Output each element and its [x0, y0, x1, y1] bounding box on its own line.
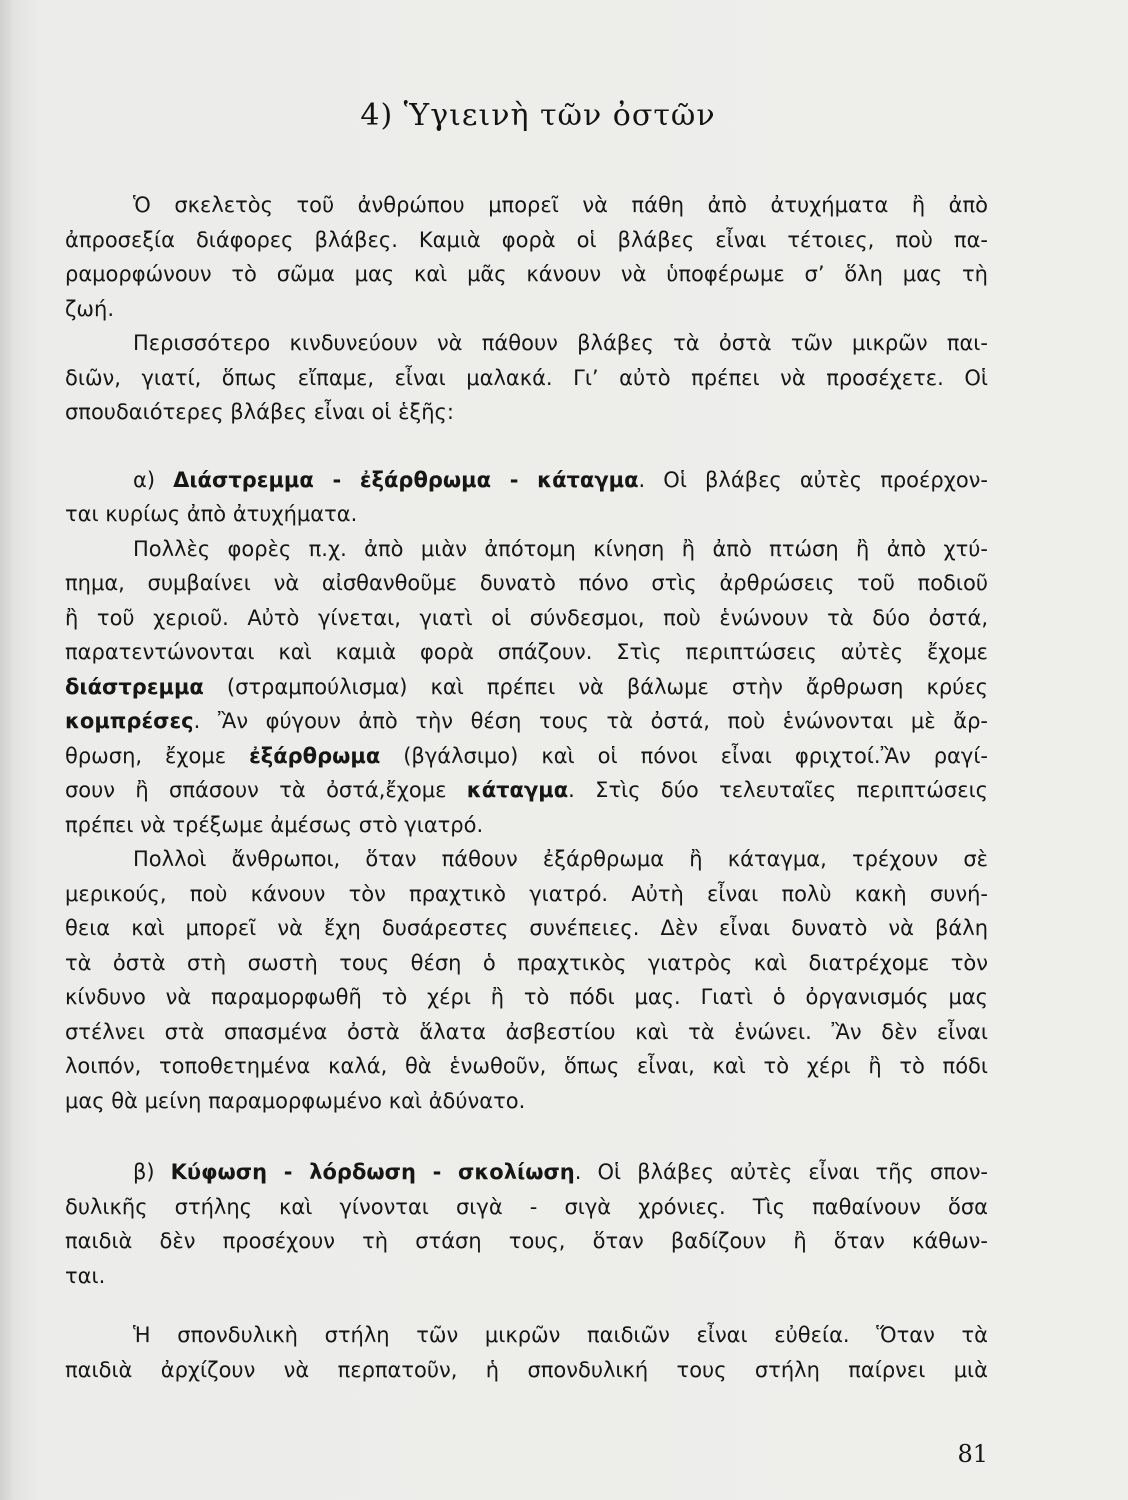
text-line — [65, 670, 988, 705]
bold-term: ἐξάρθρωμα — [249, 743, 381, 768]
body-text — [65, 188, 988, 1387]
text-line: Ὁ σκελετὸς τοῦ ἀνθρώπου μπορεῖ νὰ πάθη ἀπὸ ἀτυχήματα ἢ ἀπὸ — [133, 193, 988, 217]
text-line: Περισσότερο κινδυνεύουν νὰ πάθουν βλάβες τὰ ὀστὰ τῶν μικρῶν παι- — [133, 331, 988, 355]
text-line: ται κυρίως ἀπὸ ἀτυχήματα. — [65, 502, 358, 526]
bold-term: Διάστρεμμα - ἐξάρθρωμα - κάταγμα — [173, 467, 639, 492]
paragraph — [65, 188, 988, 326]
text-line: ζωή. — [65, 296, 114, 321]
text-line: παιδιὰ δὲν προσέχουν τὴ στάση τους, ὅταν βαδίζουν ἢ ὅταν κάθων- — [65, 1229, 988, 1253]
paragraph — [65, 532, 988, 843]
text-line: τὰ ὀστὰ στὴ σωστὴ τους θέση ὁ πραχτικὸς γιατρὸς καὶ διατρέχομε τὸν — [65, 950, 988, 975]
text-run: (βγάλσιμο) καὶ οἱ πόνοι εἶναι φριχτοί.Ἂν ραγί- — [380, 743, 989, 768]
text-line — [65, 704, 988, 739]
text-line — [65, 463, 988, 498]
bold-term: διάστρεμμα — [65, 674, 204, 699]
text-line: μερικούς, ποὺ κάνουν τὸν πραχτικὸ γιατρό. Αὐτὴ εἶναι πολὺ κακὴ συνή- — [65, 881, 988, 906]
paragraph — [65, 326, 988, 430]
text-line: στέλνει στὰ σπασμένα ὀστὰ ἅλατα ἀσβεστίου καὶ τὰ ἑνώνει. Ἂν δὲν εἶναι — [65, 1019, 988, 1044]
text-run: (στραμπούλισμα) καὶ πρέπει νὰ βάλωμε στὴν ἄρθρωση κρύες — [203, 674, 988, 699]
paragraph-item-a — [65, 463, 988, 532]
text-run: . Ἂν φύγουν ἀπὸ τὴν θέση τους τὰ ὀστά, ποὺ ἑνώνονται μὲ ἄρ- — [193, 709, 988, 733]
text-line: διῶν, γιατί, ὅπως εἴπαμε, εἶναι μαλακά. Γι’ αὐτὸ πρέπει νὰ προσέχετε. Οἱ — [65, 365, 988, 390]
text-line: Ἡ σπονδυλικὴ στήλη τῶν μικρῶν παιδιῶν εἶναι εὐθεία. Ὅταν τὰ — [133, 1323, 988, 1347]
text-line: δυλικῆς στήλης καὶ γίνονται σιγὰ - σιγὰ χρόνιες. Τὶς παθαίνουν ὅσα — [65, 1194, 988, 1219]
text-run: θρωση, ἔχομε — [65, 743, 250, 768]
text-line: Πολλὲς φορὲς π.χ. ἀπὸ μιὰν ἀπότομη κίνηση ἢ ἀπὸ πτώση ἢ ἀπὸ χτύ- — [133, 536, 988, 561]
page-number: 81 — [957, 1440, 988, 1468]
text-line: λοιπόν, τοποθετημένα καλά, θὰ ἑνωθοῦν, ὅπως εἶναι, καὶ τὸ χέρι ἢ τὸ πόδι — [65, 1054, 988, 1078]
text-run: α) — [133, 467, 174, 492]
paragraph — [65, 1318, 988, 1387]
section-title: 4) Ὑγιεινὴ τῶν ὀστῶν — [360, 98, 716, 133]
text-run: . Οἱ βλάβες αὐτὲς προέρχον- — [638, 467, 988, 492]
text-run: β) — [133, 1160, 171, 1184]
text-line: ἢ τοῦ χεριοῦ. Αὐτὸ γίνεται, γιατὶ οἱ σύνδεσμοι, ποὺ ἑνώνουν τὰ δύο ὀστά, — [65, 605, 988, 630]
text-run: . Οἱ βλάβες αὐτὲς εἶναι τῆς σπον- — [574, 1160, 988, 1184]
paragraph — [65, 842, 988, 1118]
text-line: παρατεντώνονται καὶ καμιὰ φορὰ σπάζουν. Στὶς περιπτώσεις αὐτὲς ἔχομε — [65, 640, 988, 664]
text-line: μας θὰ μείνη παραμορφωμένο καὶ ἀδύνατο. — [65, 1088, 526, 1113]
text-line: ἀπροσεξία διάφορες βλάβες. Καμιὰ φορὰ οἱ βλάβες εἶναι τέτοιες, ποὺ πα- — [65, 227, 988, 252]
text-line: θεια καὶ μπορεῖ νὰ ἔχη δυσάρεστες συνέπειες. Δὲν εἶναι δυνατὸ νὰ βάλη — [65, 916, 988, 940]
text-line — [65, 1155, 988, 1190]
text-line: παιδιὰ ἀρχίζουν νὰ περπατοῦν, ἡ σπονδυλική τους στήλη παίρνει μιὰ — [65, 1357, 988, 1382]
text-line: Πολλοὶ ἄνθρωποι, ὅταν πάθουν ἐξάρθρωμα ἢ κάταγμα, τρέχουν σὲ — [133, 847, 988, 871]
text-run: . Στὶς δύο τελευταῖες περιπτώσεις — [568, 778, 989, 802]
bold-term: κομπρέσες — [65, 709, 194, 733]
text-line: ται. — [65, 1263, 106, 1288]
text-run: σουν ἢ σπάσουν τὰ ὀστά,ἔχομε — [65, 778, 467, 802]
bold-term: κάταγμα — [466, 778, 569, 802]
bold-term: Κύφωση - λόρδωση - σκολίωση — [170, 1160, 575, 1184]
text-line — [65, 773, 988, 808]
text-line: ραμορφώνουν τὸ σῶμα μας καὶ μᾶς κάνουν νὰ ὑποφέρωμε σ’ ὅλη μας τὴ — [65, 262, 988, 286]
text-line: σπουδαιότερες βλάβες εἶναι οἱ ἑξῆς: — [65, 400, 454, 424]
text-line: πρέπει νὰ τρέξωμε ἀμέσως στὸ γιατρό. — [65, 812, 484, 837]
text-line: κίνδυνο νὰ παραμορφωθῆ τὸ χέρι ἢ τὸ πόδι μας. Γιατὶ ὁ ὀργανισμός μας — [65, 985, 988, 1009]
text-line — [65, 739, 988, 774]
text-line: πημα, συμβαίνει νὰ αἰσθανθοῦμε δυνατὸ πόνο στὶς ἀρθρώσεις τοῦ ποδιοῦ — [65, 571, 988, 595]
paragraph-item-b — [65, 1155, 988, 1293]
